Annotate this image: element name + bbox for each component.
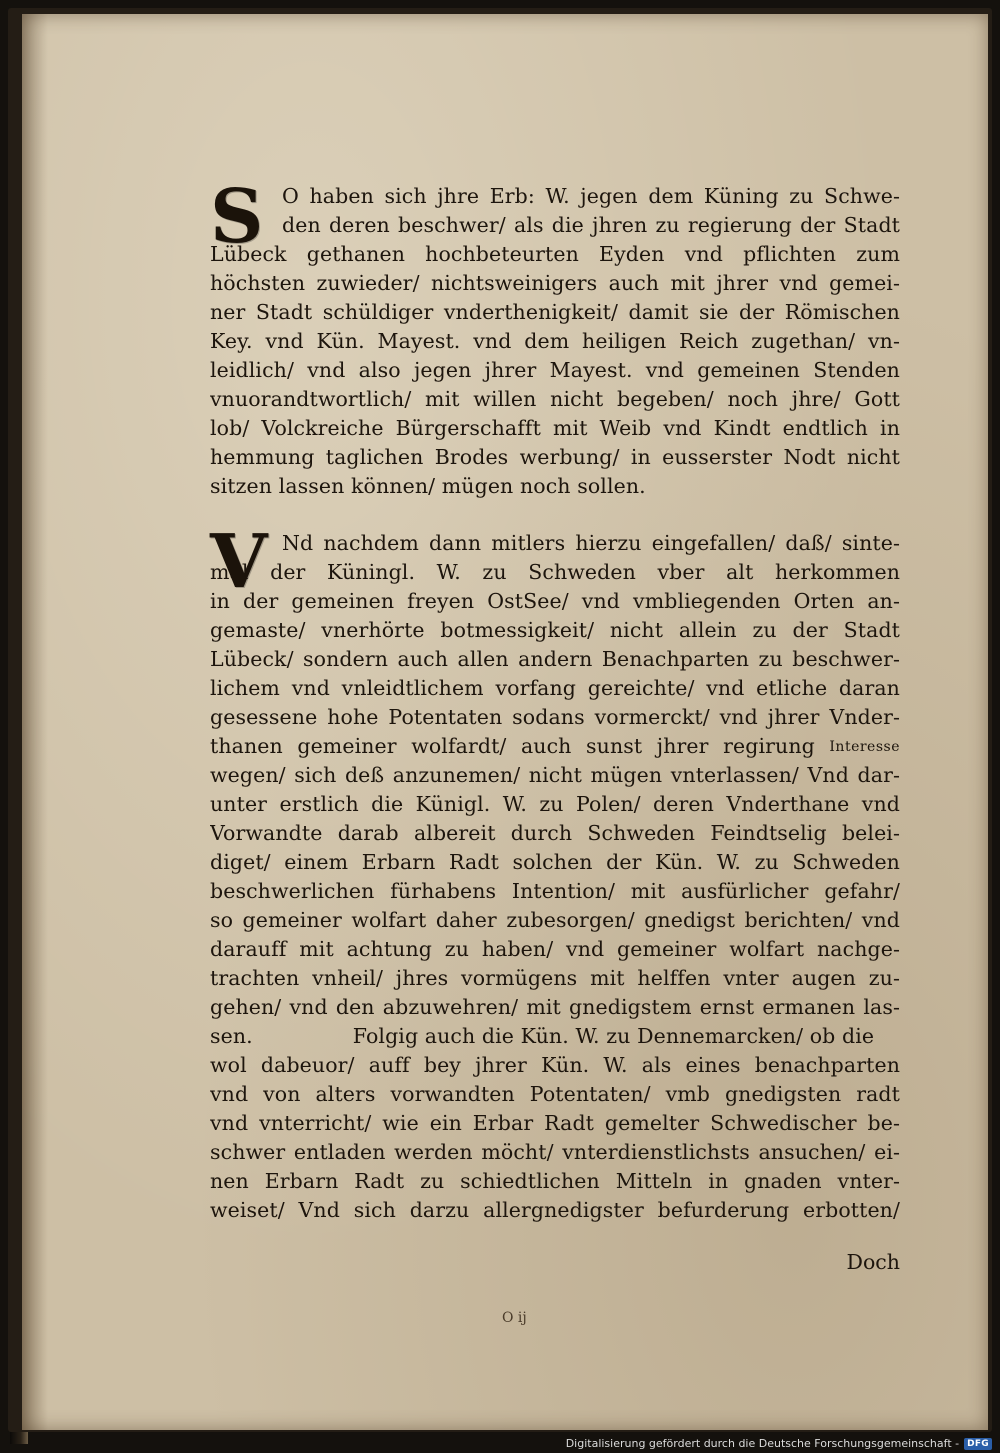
text-line xyxy=(210,732,900,761)
text-block xyxy=(210,174,900,1274)
text-line: diget/ einem Erbarn Radt solchen der Kün. W. zu Schweden xyxy=(210,850,900,874)
text-line: mal der Küningl. W. zu Schweden vber alt herkommen xyxy=(210,560,900,584)
signature-mark: O ij xyxy=(502,1310,527,1326)
dfg-logo: DFG xyxy=(964,1438,992,1450)
text-line: sitzen lassen können/ mügen noch sollen. xyxy=(210,474,646,498)
text-line: vnd vnterricht/ wie ein Erbar Radt gemelter Schwedischer be- xyxy=(210,1111,900,1135)
document-page xyxy=(22,14,988,1430)
text-line: gehen/ vnd den abzuwehren/ mit gnedigstem ernst ermanen las- xyxy=(210,995,900,1019)
text-line: höchsten zuwieder/ nichtsweinigers auch mit jhrer vnd gemei- xyxy=(210,271,900,295)
text-line-continuation: Folgig auch die Kün. W. zu Dennemarcken/ ob die xyxy=(352,1024,875,1048)
text-line: unter erstlich die Künigl. W. zu Polen/ deren Vnderthane vnd xyxy=(210,792,900,816)
text-line: Key. vnd Kün. Mayest. vnd dem heiligen Reich zugethan/ vn- xyxy=(210,329,900,353)
text-line-body: thanen gemeiner wolfardt/ auch sunst jhrer regirung xyxy=(210,734,815,758)
text-line: O haben sich jhre Erb: W. jegen dem Küning zu Schwe- xyxy=(282,184,900,208)
text-line: den deren beschwer/ als die jhren zu regierung der Stadt xyxy=(282,213,900,237)
text-line: ner Stadt schüldiger vnderthenigkeit/ damit sie der Römischen xyxy=(210,300,900,324)
catchword: Doch xyxy=(846,1250,900,1274)
marginal-note: Interesse xyxy=(829,739,900,755)
drop-cap-initial: V xyxy=(210,519,268,605)
text-line: darauff mit achtung zu haben/ vnd gemeiner wolfart nachge- xyxy=(210,937,900,961)
text-line: hemmung taglichen Brodes werbung/ in eusserster Nodt nicht xyxy=(210,445,900,469)
text-line: gesessene hohe Potentaten sodans vormerckt/ vnd jhrer Vnder- xyxy=(210,705,900,729)
text-line: leidlich/ vnd also jegen jhrer Mayest. vnd gemeinen Stenden xyxy=(210,358,900,382)
text-line: weiset/ Vnd sich darzu allergnedigster befurderung erbotten/ xyxy=(210,1198,900,1222)
text-line: gemaste/ vnerhörte botmessigkeit/ nicht allein zu der Stadt xyxy=(210,618,900,642)
text-line: lichem vnd vnleidtlichem vorfang gereichte/ vnd etliche daran xyxy=(210,676,900,700)
paragraph-1 xyxy=(210,174,900,501)
text-line: Lübeck gethanen hochbeteurten Eyden vnd pflichten zum xyxy=(210,242,900,266)
text-line: beschwerlichen fürhabens Intention/ mit ausfürlicher gefahr/ xyxy=(210,879,900,903)
text-line: so gemeiner wolfart daher zubesorgen/ gnedigst berichten/ vnd xyxy=(210,908,900,932)
paragraph-2 xyxy=(210,519,900,1225)
text-line-body: sen. xyxy=(210,1024,253,1048)
text-line: vnuorandtwortlich/ mit willen nicht begeben/ noch jhre/ Gott xyxy=(210,387,900,411)
text-line: nen Erbarn Radt zu schiedtlichen Mitteln in gnaden vnter- xyxy=(210,1169,900,1193)
text-line: vnd von alters vorwandten Potentaten/ vmb gnedigsten radt xyxy=(210,1082,900,1106)
text-line: lob/ Volckreiche Bürgerschafft mit Weib vnd Kindt endtlich in xyxy=(210,416,900,440)
text-line: wegen/ sich deß anzunemen/ nicht mügen vnterlassen/ Vnd dar- xyxy=(210,763,900,787)
text-line xyxy=(210,1022,900,1051)
digitization-footer xyxy=(566,1437,992,1450)
text-line: schwer entladen werden möcht/ vnterdienstlichsts ansuchen/ ei- xyxy=(210,1140,900,1164)
footer-credit-text: Digitalisierung gefördert durch die Deutsche Forschungsgemeinschaft - xyxy=(565,1437,960,1450)
text-line: Vorwandte darab albereit durch Schweden Feindtselig belei- xyxy=(210,821,900,845)
drop-cap-initial: S xyxy=(210,174,264,260)
text-line: trachten vnheil/ jhres vormügens mit helffen vnter augen zu- xyxy=(210,966,900,990)
text-line: Nd nachdem dann mitlers hierzu eingefallen/ daß/ sinte- xyxy=(282,531,900,555)
text-line: in der gemeinen freyen OstSee/ vnd vmbliegenden Orten an- xyxy=(210,589,900,613)
text-line: wol dabeuor/ auff bey jhrer Kün. W. als eines benachparten xyxy=(210,1053,900,1077)
text-line: Lübeck/ sondern auch allen andern Benachparten zu beschwer- xyxy=(210,647,900,671)
paragraph-spacer xyxy=(210,501,900,529)
